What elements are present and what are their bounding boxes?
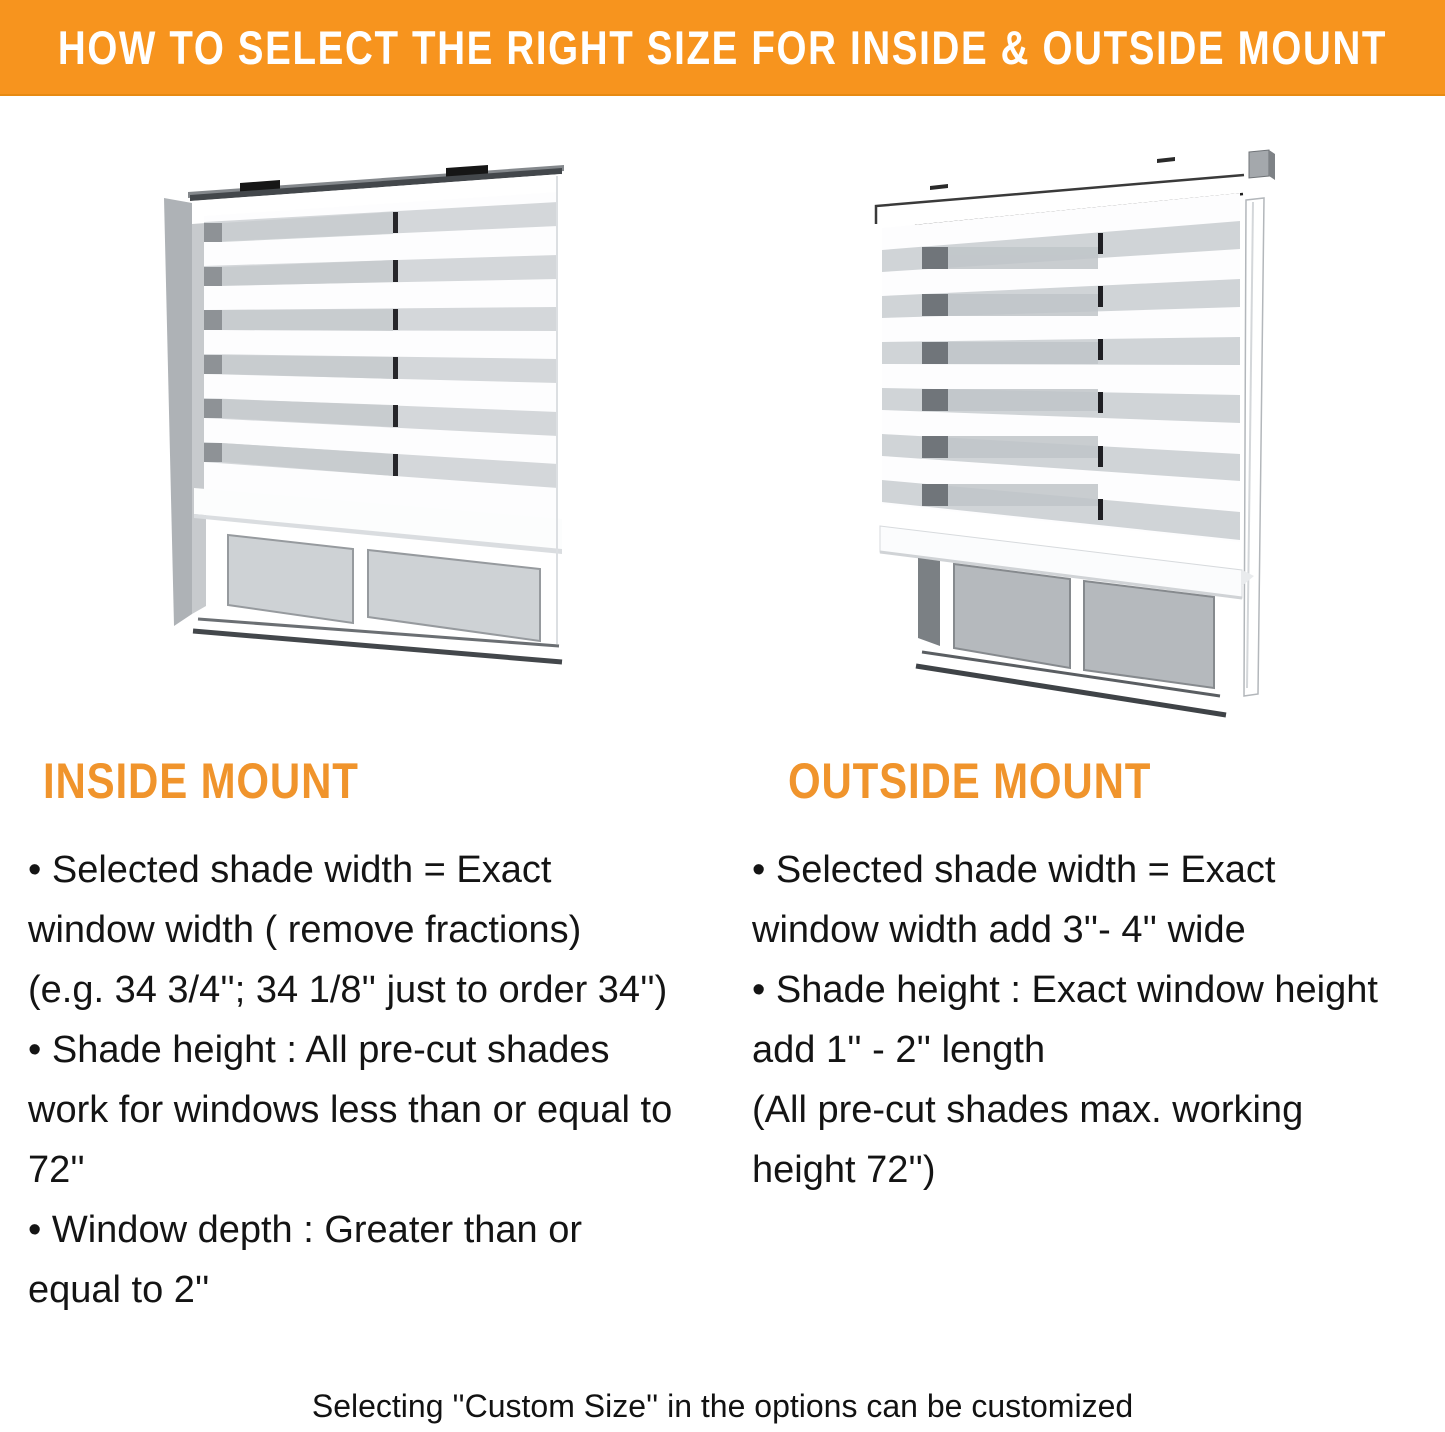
wall-bracket xyxy=(1249,150,1275,180)
window-left-jamb xyxy=(164,198,206,626)
instruction-line: height 72'') xyxy=(752,1149,936,1191)
inside-mount-window-illustration xyxy=(148,146,578,746)
instruction-line: add 1'' - 2'' length xyxy=(752,1029,1046,1071)
instruction-line: window width add 3''- 4'' wide xyxy=(752,909,1246,951)
page-title: HOW TO SELECT THE RIGHT SIZE FOR INSIDE & OUTSIDE MOUNT xyxy=(57,20,1388,74)
instruction-line: • Selected shade width = Exact xyxy=(28,849,552,891)
instruction-line: • Shade height : Exact window height xyxy=(752,969,1378,1011)
outside-mount-window-illustration xyxy=(852,138,1297,748)
instruction-line: 72'' xyxy=(28,1149,85,1191)
instruction-line: equal to 2'' xyxy=(28,1269,210,1311)
instruction-line: (e.g. 34 3/4''; 34 1/8'' just to order 34'') xyxy=(28,969,668,1011)
instruction-line: (All pre-cut shades max. working xyxy=(752,1089,1304,1131)
title-banner xyxy=(0,0,1445,96)
window-right-frame-strip xyxy=(1244,198,1264,696)
outside-mount-instructions xyxy=(752,840,1432,1200)
instruction-line: • Window depth : Greater than or xyxy=(28,1209,583,1251)
outside-mount-heading: OUTSIDE MOUNT xyxy=(788,753,1152,809)
inside-mount-heading: INSIDE MOUNT xyxy=(43,753,359,809)
instruction-line: window width ( remove fractions) xyxy=(28,909,582,951)
window-left-jamb xyxy=(918,558,940,646)
instruction-line: work for windows less than or equal to xyxy=(28,1089,673,1131)
custom-size-note: Selecting ''Custom Size'' in the options can be customized xyxy=(311,1388,1134,1424)
instruction-line: • Shade height : All pre-cut shades xyxy=(28,1029,610,1071)
inside-mount-instructions xyxy=(28,840,700,1320)
instruction-line: • Selected shade width = Exact xyxy=(752,849,1276,891)
